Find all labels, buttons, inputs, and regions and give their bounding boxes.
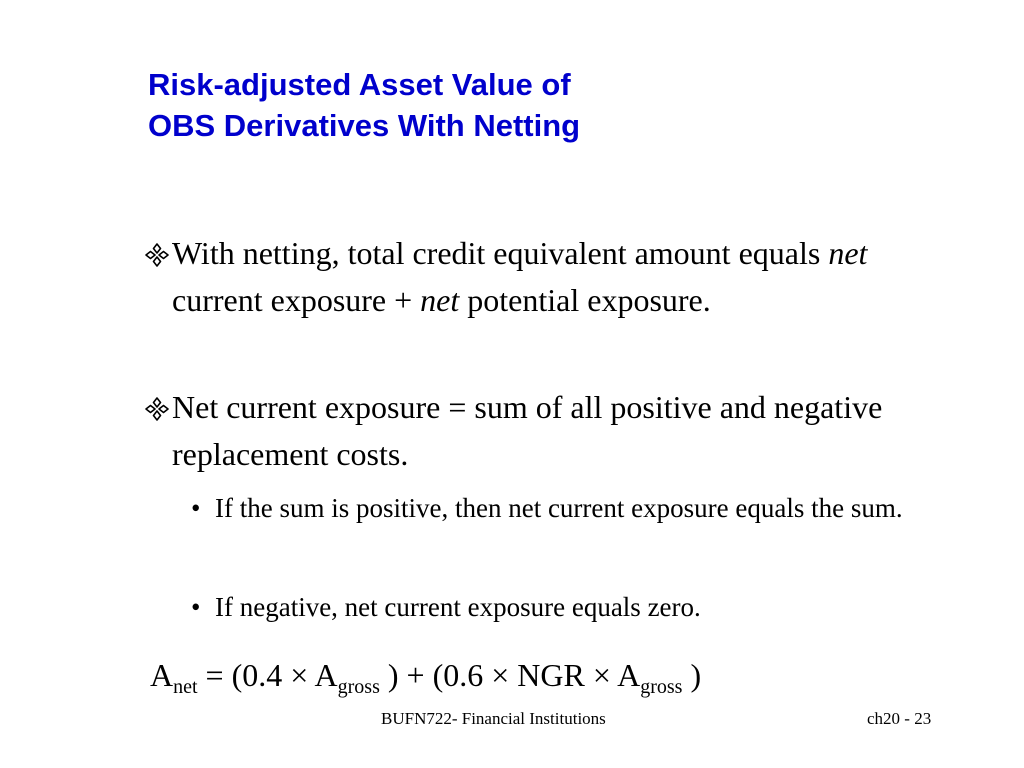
sub-bullet-dot-icon: • bbox=[191, 493, 201, 523]
formula-part-3: ) bbox=[682, 657, 702, 693]
sub-bullet-positive-sum bbox=[191, 489, 975, 528]
bullet-netting-em-net-2: net bbox=[420, 282, 460, 318]
sub-bullet-positive-sum-text: If the sum is positive, then net current exposure equals the sum. bbox=[215, 493, 903, 523]
bullet-net-current-exposure-text: Net current exposure = sum of all positive and negative replacement costs. bbox=[172, 389, 883, 472]
formula-sub-net: net bbox=[173, 676, 198, 698]
four-diamond-bullet-icon bbox=[145, 397, 169, 421]
sub-bullet-negative-text: If negative, net current exposure equals zero. bbox=[215, 592, 701, 622]
footer-course: BUFN722- Financial Institutions bbox=[381, 709, 606, 728]
formula-sub-gross-2: gross bbox=[640, 676, 683, 698]
formula-part-2: ) + (0.6 × NGR × A bbox=[379, 657, 641, 693]
bullet-netting-text-3: potential exposure. bbox=[459, 282, 711, 318]
slide-title-line-2: OBS Derivatives With Netting bbox=[148, 108, 581, 143]
bullet-netting-text-2: current exposure + bbox=[172, 282, 421, 318]
slide-title-line-1: Risk-adjusted Asset Value of bbox=[148, 67, 571, 102]
bullet-netting-text-1: With netting, total credit equivalent amount equals bbox=[172, 235, 829, 271]
bullet-netting-em-net-1: net bbox=[828, 235, 868, 271]
formula-sub-gross-1: gross bbox=[337, 676, 380, 698]
footer-page-number: ch20 - 23 bbox=[867, 709, 932, 728]
sub-bullet-dot-icon: • bbox=[191, 592, 201, 622]
bullet-net-current-exposure bbox=[172, 384, 942, 478]
sub-bullet-negative bbox=[191, 588, 975, 627]
four-diamond-bullet-icon bbox=[145, 243, 169, 267]
risk-adjusted-formula bbox=[150, 655, 702, 698]
bullet-netting bbox=[172, 230, 942, 324]
formula-part-1: = (0.4 × A bbox=[197, 657, 338, 693]
formula-a-net: A bbox=[150, 657, 174, 693]
